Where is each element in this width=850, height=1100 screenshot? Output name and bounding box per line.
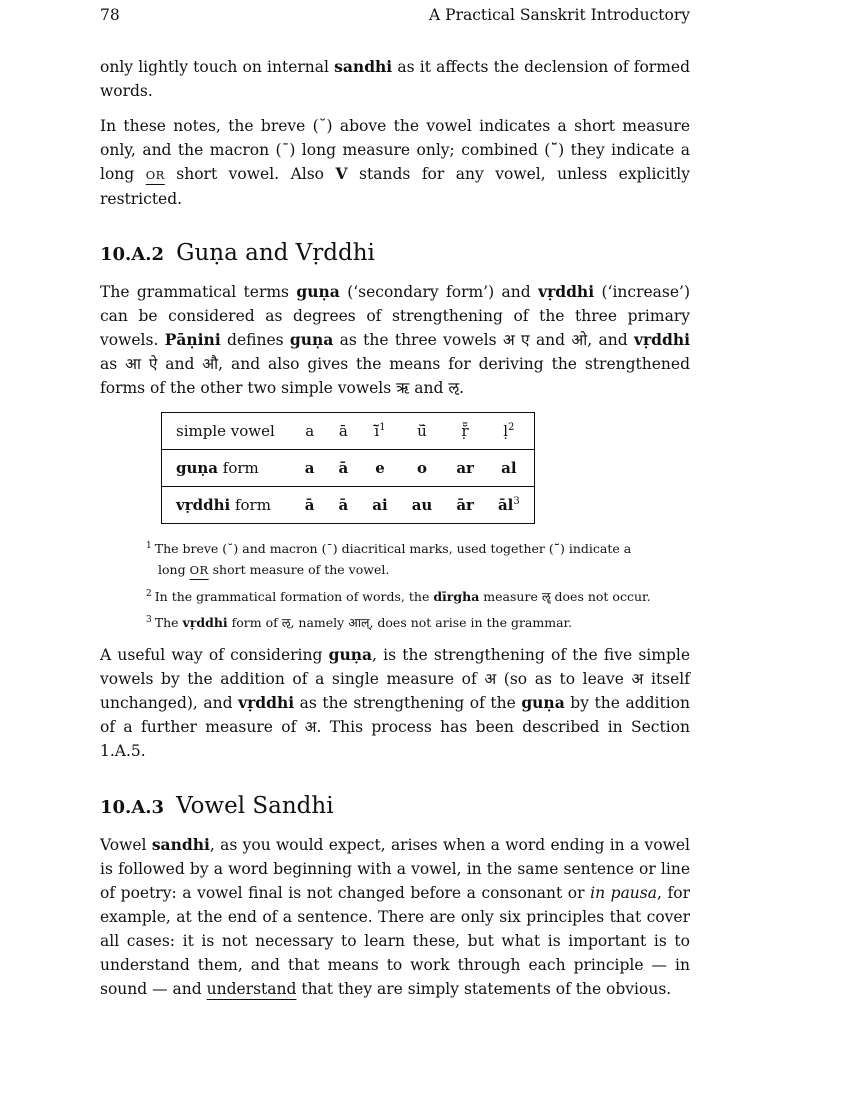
sandhi-paragraph <box>100 833 690 1001</box>
text: stands for any vowel, unless explicitly restricted. <box>100 165 690 208</box>
cell-text: a <box>305 422 315 440</box>
term-guna: guṇa <box>289 330 334 349</box>
term-vrddhi: vṛddhi <box>238 693 295 713</box>
cell-text: e <box>375 459 385 477</box>
section-number: 10.A.2 <box>100 244 165 265</box>
label-text: form <box>218 459 259 477</box>
text: as the three vowels अ ए and ओ, and <box>333 331 634 349</box>
cell-text: ā <box>338 496 349 514</box>
term-v: V <box>335 164 348 183</box>
footnote-2 <box>146 584 690 607</box>
table-cell <box>486 413 534 450</box>
text: long <box>158 562 190 578</box>
table-cell <box>400 413 445 450</box>
table-cell <box>400 450 445 487</box>
cell-text: al <box>501 459 517 477</box>
cell-text: ĭ̄ <box>374 422 380 440</box>
cell-text: ŭ̄ <box>417 422 427 440</box>
cell-text: au <box>411 496 433 514</box>
text: defines <box>220 331 290 349</box>
term-panini: Pāṇini <box>164 330 221 349</box>
text: only lightly touch on internal <box>100 58 335 76</box>
term-vrddhi: vṛddhi <box>182 615 228 631</box>
text: The grammatical terms <box>100 283 297 301</box>
underlined-understand: understand <box>206 980 297 999</box>
table-row <box>162 450 535 487</box>
table-row <box>162 487 535 524</box>
term-vrddhi: vṛddhi <box>538 282 595 301</box>
row-label <box>162 413 293 450</box>
label-bold: vṛddhi <box>176 496 231 514</box>
text: In the grammatical formation of words, the <box>154 589 434 605</box>
text: by the addition of a further measure of अ. This process has been described in Section 1.A.5. <box>100 694 690 761</box>
cell-text: ṛ̆̄ <box>461 422 469 440</box>
section-title: Vowel Sandhi <box>176 793 334 820</box>
text: form of ऌ, namely आल्, does not arise in the grammar. <box>227 615 573 631</box>
text: The breve (˘) and macron (¯) diacritical marks, used together (˘̄) indicate a <box>154 541 632 557</box>
footnote-1 <box>146 536 690 581</box>
page-body <box>100 55 690 1001</box>
section-number: 10.A.3 <box>100 797 165 819</box>
table-cell <box>360 413 399 450</box>
term-sandhi: sandhi <box>151 835 210 855</box>
section-heading-guna <box>100 238 690 270</box>
guna-paragraph <box>100 280 690 400</box>
text: as the strengthening of the <box>294 694 522 713</box>
table-cell <box>360 450 399 487</box>
term-sandhi: sandhi <box>334 57 393 76</box>
text: A useful way of considering <box>100 646 329 665</box>
page-header <box>100 6 690 28</box>
text: (‘secondary form’) and <box>339 283 539 301</box>
term-guna: guṇa <box>296 282 340 301</box>
cell-text: ār <box>456 496 474 514</box>
text: In these notes, the breve (˘) above the vowel indicates a short measure only, and the macron (¯) long measure only; combined (˘̄) they indicate a long <box>100 117 690 183</box>
row-label <box>162 487 293 524</box>
cell-text: a <box>304 459 315 477</box>
table-cell <box>444 450 486 487</box>
page-number: 78 <box>100 6 120 24</box>
table-cell <box>293 450 327 487</box>
footnote-number: 1 <box>146 541 152 551</box>
footnote-number: 2 <box>146 589 152 600</box>
text: measure ॡ does not occur. <box>479 589 651 605</box>
running-title: A Practical Sanskrit Introductory <box>429 6 690 24</box>
footnote-marker: 1 <box>379 422 386 433</box>
table-cell <box>327 487 361 524</box>
label-bold: guṇa <box>176 459 219 477</box>
footnote-marker: 3 <box>513 496 520 507</box>
table-cell <box>327 450 361 487</box>
text: , as you would expect, arises when a word ending in a vowel is followed by a word beginning with a vowel, in the same sentence or line of poetry: a vowel final is not changed before a consonant or <box>100 836 691 903</box>
cell-text: o <box>416 459 427 477</box>
cell-text: ā <box>304 496 315 514</box>
table-cell <box>293 487 327 524</box>
text: that they are simply statements of the obvious. <box>296 980 672 999</box>
term-dirgha: dīrgha <box>433 589 480 605</box>
text: (‘increase’) can be considered as degrees of strengthening of the three primary vowels. <box>100 283 690 349</box>
table-cell <box>486 487 534 524</box>
cell-text: ar <box>456 459 474 477</box>
text: The <box>154 615 183 631</box>
row-label <box>162 450 293 487</box>
table-cell <box>486 450 534 487</box>
table-footnotes <box>146 536 690 633</box>
text: short measure of the vowel. <box>208 562 390 578</box>
useful-paragraph <box>100 643 690 763</box>
table-row <box>162 413 535 450</box>
intro-paragraph-1 <box>100 55 690 103</box>
or-small-caps: OR <box>189 563 209 578</box>
text: as it affects the declension of formed words. <box>100 58 690 100</box>
text: , for example, at the end of a sentence. There are only six principles that cover all cases: it is not necessary to learn these, but what is important is to understand them, and that means to work through each principle — in sound — and <box>100 884 690 999</box>
term-vrddhi: vṛddhi <box>633 330 690 349</box>
table-cell <box>444 487 486 524</box>
text: short vowel. Also <box>164 165 336 183</box>
cell-text: āl <box>497 496 514 514</box>
table-cell <box>293 413 327 450</box>
cell-text: ā <box>338 459 349 477</box>
vowel-grade-table <box>161 412 535 524</box>
term-in-pausa: in pausa <box>590 884 657 903</box>
table-cell <box>327 413 361 450</box>
footnote-marker: 2 <box>508 422 515 433</box>
label-text: simple vowel <box>176 422 275 440</box>
term-guna: guṇa <box>521 693 565 713</box>
table-cell <box>400 487 445 524</box>
cell-text: ai <box>372 496 388 514</box>
text: , is the strengthening of the five simple vowels by the addition of a single measure of अ (so as to leave अ itself unchanged), and <box>100 646 690 713</box>
table-cell <box>360 487 399 524</box>
or-small-caps: OR <box>145 168 165 182</box>
table-cell <box>444 413 486 450</box>
section-title: Guṇa and Vṛddhi <box>176 240 375 266</box>
label-text: form <box>230 496 271 514</box>
footnote-3 <box>146 610 690 633</box>
term-guna: guṇa <box>328 645 373 665</box>
text: Vowel <box>100 836 152 855</box>
intro-paragraph-2 <box>100 114 690 211</box>
cell-text: ḷ <box>503 422 509 440</box>
cell-text: ā <box>338 422 348 440</box>
footnote-number: 3 <box>146 615 152 626</box>
section-heading-vowel-sandhi <box>100 791 690 823</box>
text: as आ ऐ and औ, and also gives the means for deriving the strengthened forms of the other two simple vowels ऋ and ऌ. <box>100 355 690 397</box>
